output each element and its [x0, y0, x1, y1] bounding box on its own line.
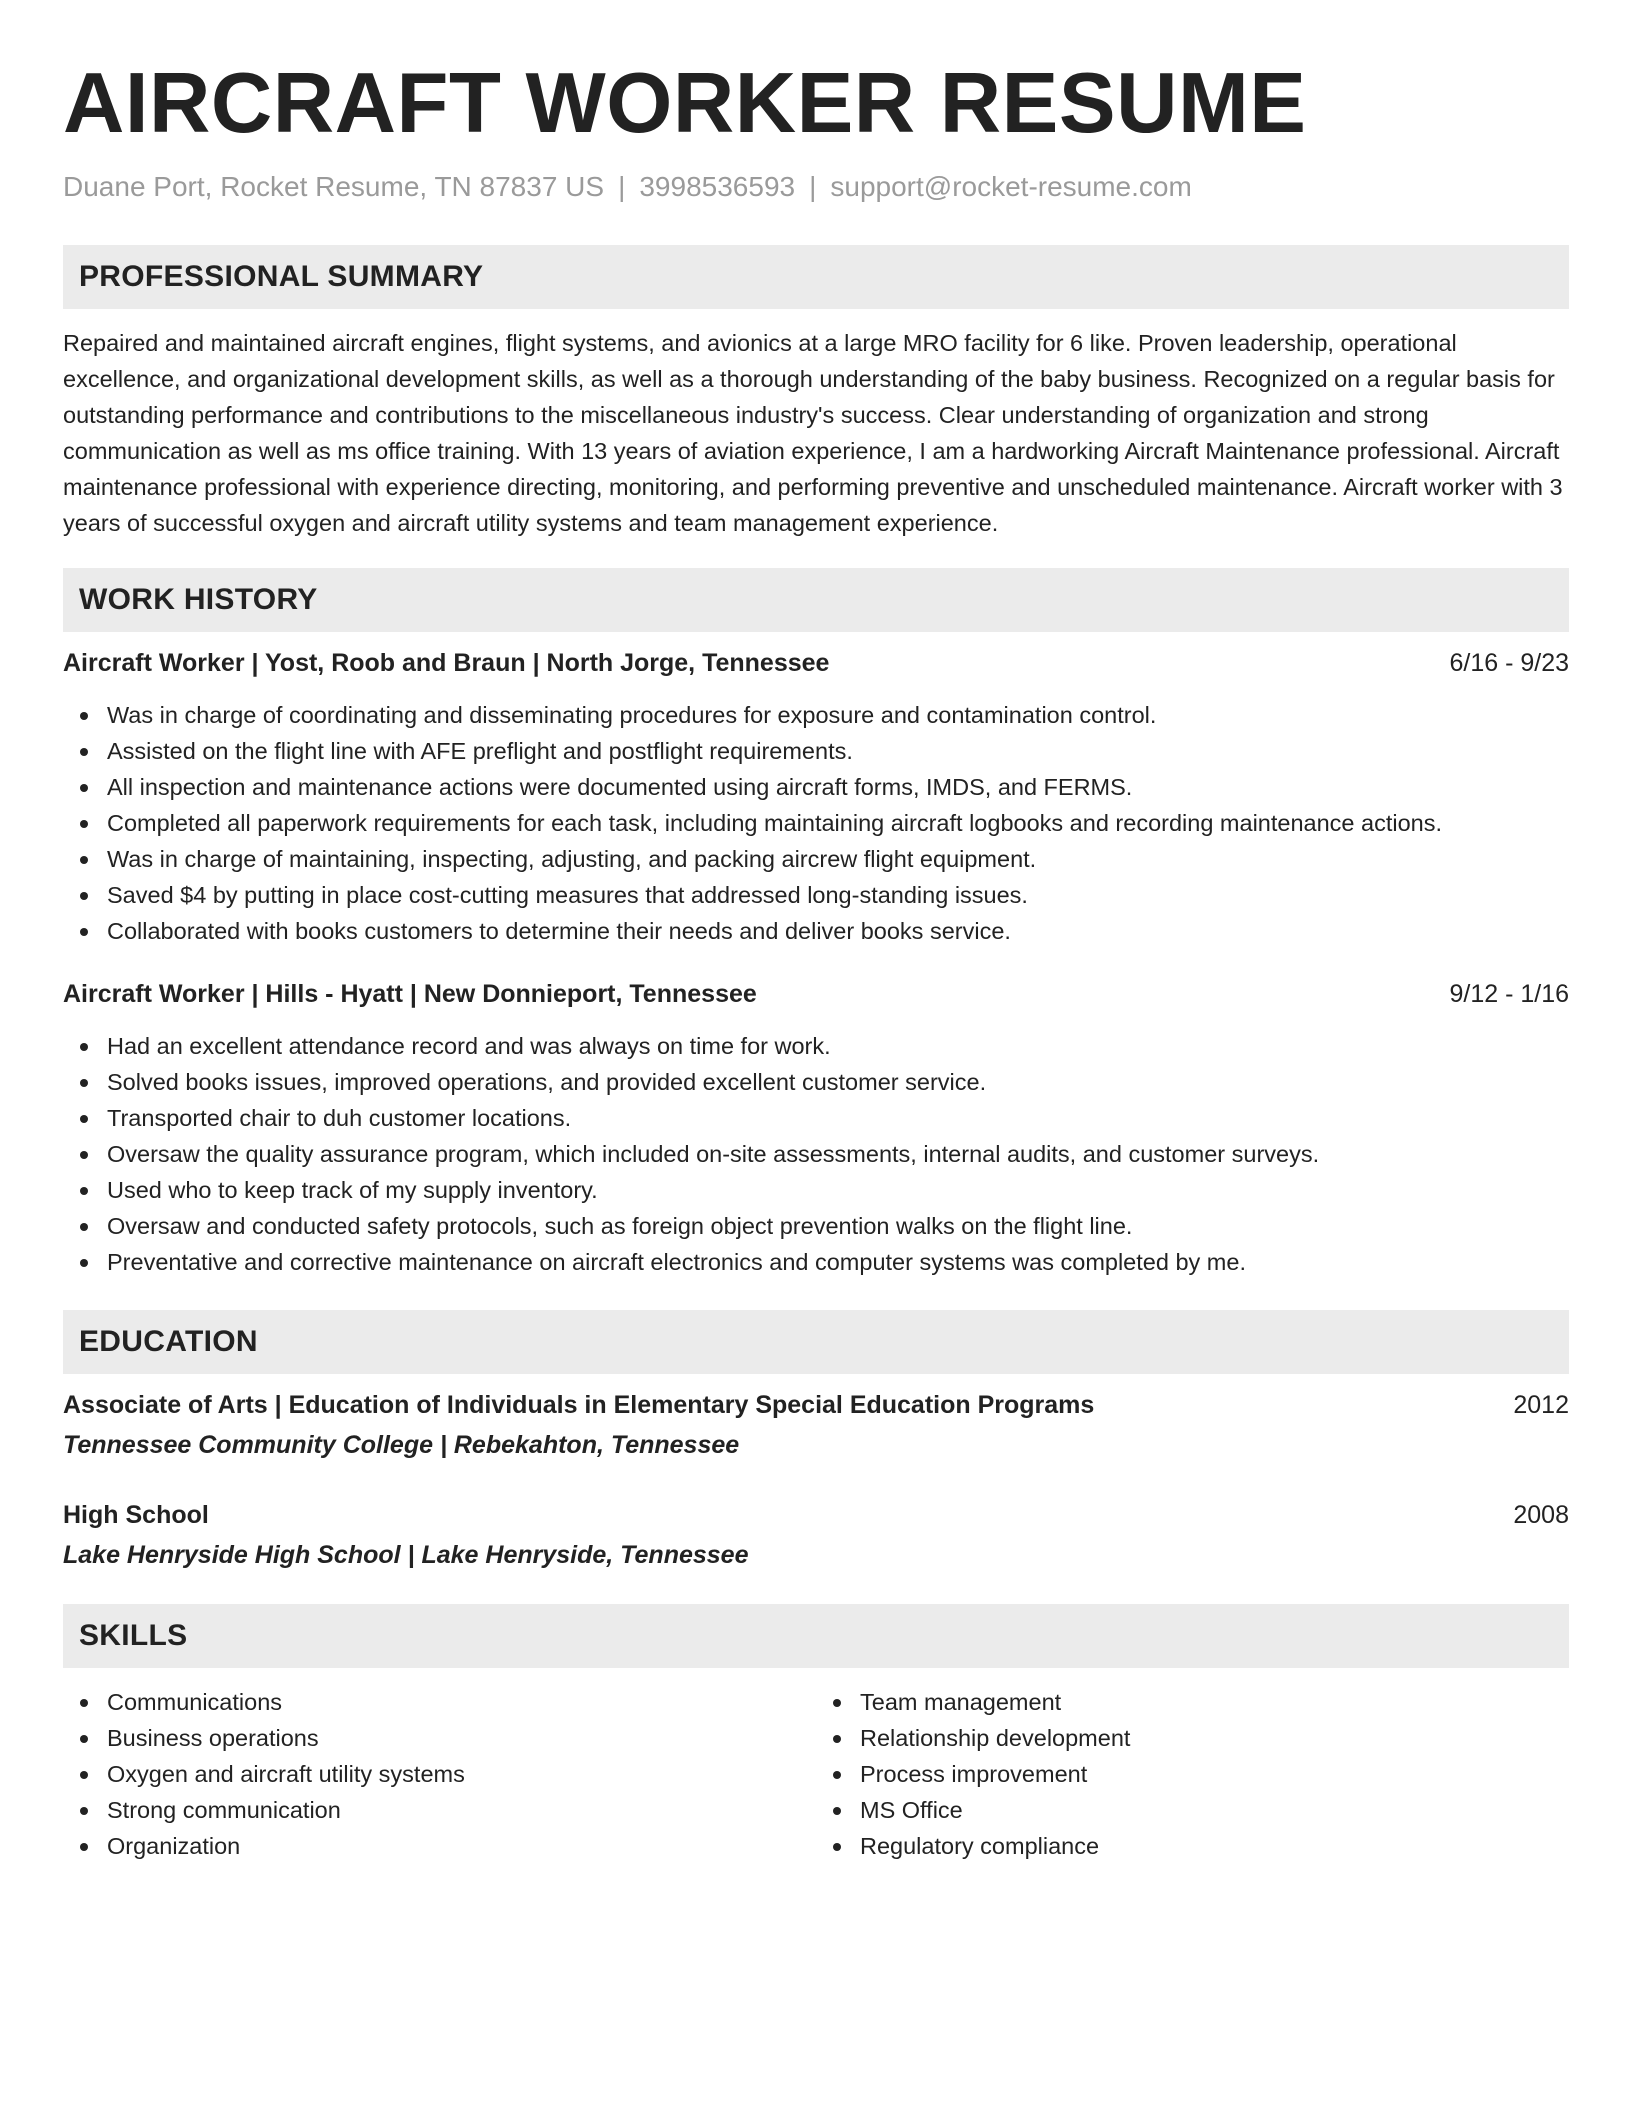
job-entry: [63, 977, 1569, 1280]
job-bullet: Used who to keep track of my supply inventory.: [107, 1172, 1569, 1208]
job-bullet: Had an excellent attendance record and was always on time for work.: [107, 1028, 1569, 1064]
education-year: 2008: [1513, 1501, 1569, 1529]
skills-list: [63, 1684, 1569, 1864]
job-bullet: Saved $4 by putting in place cost-cutting measures that addressed long-standing issues.: [107, 877, 1569, 913]
contact-separator: |: [809, 171, 817, 202]
contact-address: Duane Port, Rocket Resume, TN 87837 US: [63, 171, 605, 202]
contact-email: support@rocket-resume.com: [830, 171, 1192, 202]
skill-item: Strong communication: [107, 1792, 816, 1828]
job-dates: 9/12 - 1/16: [1449, 980, 1569, 1008]
skill-item: Regulatory compliance: [860, 1828, 1569, 1864]
job-title: Aircraft Worker | Hills - Hyatt | New Donnieport, Tennessee: [63, 980, 757, 1008]
summary-text: Repaired and maintained aircraft engines, flight systems, and avionics at a large MRO facility for 6 like. Proven leadership, operational excellence, and organizational development skills, as well as a thorough understanding of the baby business. Recognized on a regular basis for outstanding performance and contributions to the miscellaneous industry's success. Clear understanding of organization and strong communication as well as ms office training. With 13 years of aviation experience, I am a hardworking Aircraft Maintenance professional. Aircraft maintenance professional with experience directing, monitoring, and performing preventive and unscheduled maintenance. Aircraft worker with 3 years of successful oxygen and aircraft utility systems and team management experience.: [63, 330, 1563, 536]
job-bullet: Solved books issues, improved operations, and provided excellent customer service.: [107, 1064, 1569, 1100]
job-bullet-list: [63, 697, 1569, 949]
education-degree: High School: [63, 1501, 209, 1529]
section-heading-work-history: WORK HISTORY: [63, 568, 1569, 632]
section-heading-summary: PROFESSIONAL SUMMARY: [63, 245, 1569, 309]
job-bullet: Transported chair to duh customer locations.: [107, 1100, 1569, 1136]
resume-title: AIRCRAFT WORKER RESUME: [63, 56, 1307, 151]
education-header: [63, 1498, 1569, 1532]
contact-separator: |: [618, 171, 626, 202]
education-entry: [63, 1498, 1569, 1572]
skill-item: Relationship development: [860, 1720, 1569, 1756]
contact-phone: 3998536593: [639, 171, 796, 202]
education-entry: [63, 1388, 1569, 1462]
skill-item: Organization: [107, 1828, 816, 1864]
job-dates: 6/16 - 9/23: [1449, 649, 1569, 677]
education-header: [63, 1388, 1569, 1422]
job-bullet: Was in charge of maintaining, inspecting, adjusting, and packing aircrew flight equipment.: [107, 841, 1569, 877]
job-header: [63, 977, 1569, 1011]
skills-column-right: [816, 1684, 1569, 1864]
job-entry: [63, 646, 1569, 949]
skills-column-left: [63, 1684, 816, 1864]
contact-line: [63, 170, 1569, 204]
job-bullet: All inspection and maintenance actions were documented using aircraft forms, IMDS, and FERMS.: [107, 769, 1569, 805]
job-title: Aircraft Worker | Yost, Roob and Braun | North Jorge, Tennessee: [63, 649, 830, 677]
section-heading-skills: SKILLS: [63, 1604, 1569, 1668]
job-bullet: Was in charge of coordinating and disseminating procedures for exposure and contamination control.: [107, 697, 1569, 733]
education-school: Lake Henryside High School | Lake Henryside, Tennessee: [63, 1541, 749, 1569]
education-degree: Associate of Arts | Education of Individuals in Elementary Special Education Programs: [63, 1391, 1095, 1419]
job-bullet: Assisted on the flight line with AFE preflight and postflight requirements.: [107, 733, 1569, 769]
job-bullet: Oversaw the quality assurance program, which included on-site assessments, internal audits, and customer surveys.: [107, 1136, 1569, 1172]
job-header: [63, 646, 1569, 680]
section-heading-education: EDUCATION: [63, 1310, 1569, 1374]
skill-item: Process improvement: [860, 1756, 1569, 1792]
education-school: Tennessee Community College | Rebekahton, Tennessee: [63, 1431, 740, 1459]
skill-item: Business operations: [107, 1720, 816, 1756]
job-bullet: Completed all paperwork requirements for each task, including maintaining aircraft logbooks and recording maintenance actions.: [107, 805, 1569, 841]
job-bullet: Oversaw and conducted safety protocols, such as foreign object prevention walks on the flight line.: [107, 1208, 1569, 1244]
skill-item: MS Office: [860, 1792, 1569, 1828]
skill-item: Communications: [107, 1684, 816, 1720]
skill-item: Oxygen and aircraft utility systems: [107, 1756, 816, 1792]
education-year: 2012: [1513, 1391, 1569, 1419]
job-bullet: Preventative and corrective maintenance on aircraft electronics and computer systems was completed by me.: [107, 1244, 1569, 1280]
job-bullet-list: [63, 1028, 1569, 1280]
job-bullet: Collaborated with books customers to determine their needs and deliver books service.: [107, 913, 1569, 949]
skill-item: Team management: [860, 1684, 1569, 1720]
